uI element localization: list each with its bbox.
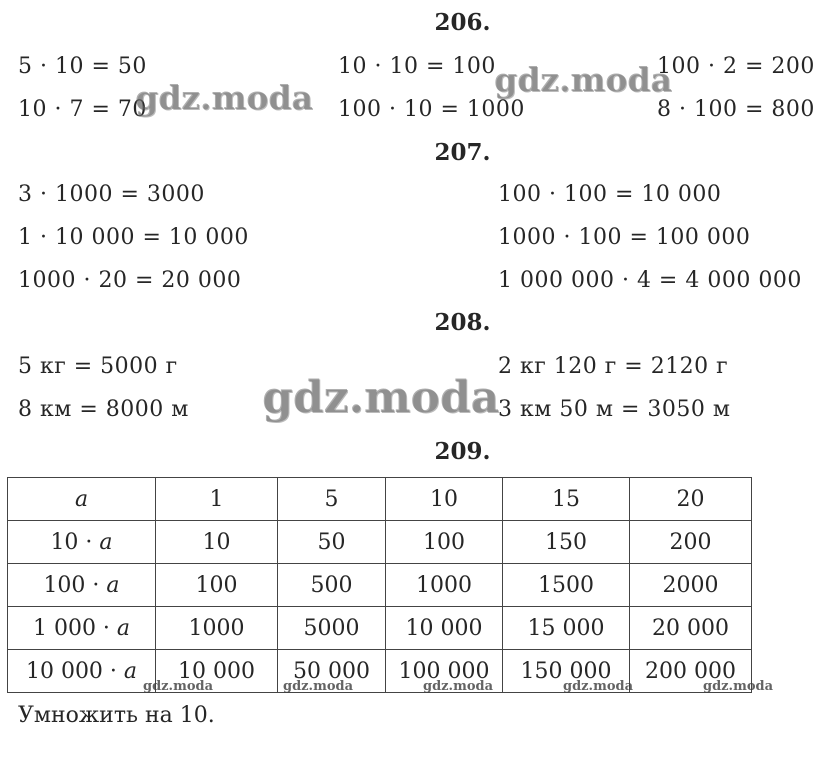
- table-cell: 5000: [278, 607, 386, 650]
- conversion: 3 км 50 м = 3050 м: [498, 397, 731, 422]
- watermark: gdz.moda: [563, 679, 634, 694]
- equation: 8 · 100 = 800: [657, 97, 815, 122]
- table-cell: 10: [386, 478, 503, 521]
- multiplication-table: [7, 477, 752, 693]
- equation: 5 · 10 = 50: [18, 54, 147, 79]
- exercise-209-number: 209.: [434, 438, 491, 465]
- conversion: 2 кг 120 г = 2120 г: [498, 354, 729, 379]
- watermark: gdz.moda: [283, 679, 354, 694]
- table-row: [8, 607, 752, 650]
- table-cell: 100 000: [386, 650, 503, 693]
- table-cell: 10 000: [156, 650, 278, 693]
- equation: 1000 · 100 = 100 000: [498, 225, 751, 250]
- equation: 3 · 1000 = 3000: [18, 182, 205, 207]
- table-row: [8, 650, 752, 693]
- equation: 100 · 10 = 1000: [338, 97, 525, 122]
- row-header-cell: a: [8, 478, 156, 521]
- row-header-cell: 1 000 · a: [8, 607, 156, 650]
- table-cell: 200 000: [630, 650, 752, 693]
- conversion: 5 кг = 5000 г: [18, 354, 178, 379]
- table-cell: 150: [503, 521, 630, 564]
- table-cell: 50: [278, 521, 386, 564]
- table-cell: 1: [156, 478, 278, 521]
- answer-text: Умножить на 10.: [18, 703, 215, 728]
- table-cell: 5: [278, 478, 386, 521]
- table-row: [8, 478, 752, 521]
- row-header-cell: 10 · a: [8, 521, 156, 564]
- equation: 10 · 10 = 100: [338, 54, 496, 79]
- equation: 1 · 10 000 = 10 000: [18, 225, 249, 250]
- table-cell: 150 000: [503, 650, 630, 693]
- watermark: gdz.moda: [143, 679, 214, 694]
- table-cell: 100: [156, 564, 278, 607]
- table-row: [8, 564, 752, 607]
- table-cell: 10 000: [386, 607, 503, 650]
- table-cell: 20: [630, 478, 752, 521]
- exercise-206-number: 206.: [434, 9, 491, 36]
- table-cell: 1500: [503, 564, 630, 607]
- table-cell: 15: [503, 478, 630, 521]
- row-header-cell: 10 000 · a: [8, 650, 156, 693]
- table-cell: 15 000: [503, 607, 630, 650]
- table-row: [8, 521, 752, 564]
- exercise-207-number: 207.: [434, 139, 491, 166]
- watermark: gdz.moda: [703, 679, 774, 694]
- table-cell: 2000: [630, 564, 752, 607]
- table-cell: 200: [630, 521, 752, 564]
- table-cell: 1000: [156, 607, 278, 650]
- table-cell: 500: [278, 564, 386, 607]
- exercise-208-number: 208.: [434, 309, 491, 336]
- equation: 1000 · 20 = 20 000: [18, 268, 242, 293]
- equation: 1 000 000 · 4 = 4 000 000: [498, 268, 802, 293]
- table-cell: 10: [156, 521, 278, 564]
- table-cell: 20 000: [630, 607, 752, 650]
- row-header-cell: 100 · a: [8, 564, 156, 607]
- table-cell: 1000: [386, 564, 503, 607]
- watermark: gdz.moda: [262, 372, 500, 423]
- watermark: gdz.moda: [423, 679, 494, 694]
- equation: 100 · 2 = 200: [657, 54, 815, 79]
- equation: 100 · 100 = 10 000: [498, 182, 722, 207]
- watermark: gdz.moda: [135, 78, 313, 117]
- table-cell: 50 000: [278, 650, 386, 693]
- table-cell: 100: [386, 521, 503, 564]
- conversion: 8 км = 8000 м: [18, 397, 189, 422]
- watermark: gdz.moda: [494, 60, 672, 99]
- equation: 10 · 7 = 70: [18, 97, 147, 122]
